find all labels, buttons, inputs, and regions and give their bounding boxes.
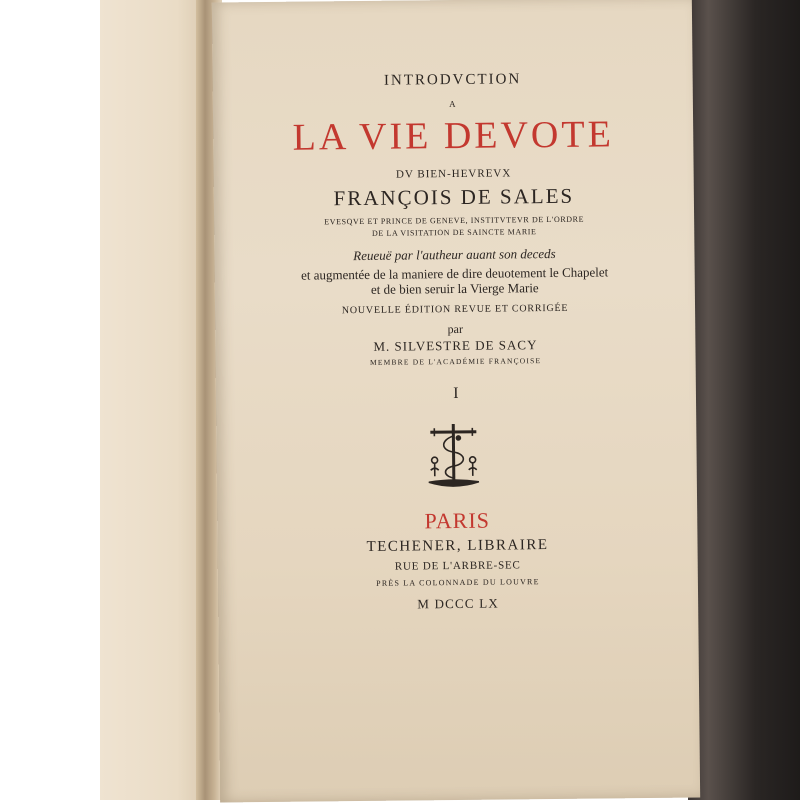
- editor-title: MEMBRE DE L'ACADÉMIE FRANÇOISE: [216, 354, 696, 368]
- author-name: FRANÇOIS DE SALES: [214, 182, 694, 212]
- city: PARIS: [217, 505, 697, 536]
- edition-note: NOUVELLE ÉDITION REVUE ET CORRIGÉE: [215, 301, 695, 317]
- left-facing-page: [100, 0, 210, 800]
- volume-number: I: [216, 382, 696, 405]
- editor-name: M. SILVESTRE DE SACY: [215, 335, 695, 356]
- publisher-street: RUE DE L'ARBRE-SEC: [218, 557, 698, 574]
- publisher: TECHENER, LIBRAIRE: [217, 535, 697, 557]
- introduction-heading: INTRODVCTION: [213, 70, 693, 92]
- book-title: LA VIE DEVOTE: [213, 112, 693, 161]
- publisher-location: PRÈS LA COLONNADE DU LOUVRE: [218, 575, 698, 589]
- printer-device-serpent-anchor-icon: [422, 420, 485, 495]
- du-line: DV BIEN-HEVREVX: [214, 165, 694, 182]
- publication-date: M DCCC LX: [218, 593, 698, 614]
- par-line: par: [215, 319, 695, 339]
- title-page: [212, 0, 700, 802]
- augmentation-line-2: et de bien seruir la Vierge Marie: [215, 278, 695, 299]
- preposition-a: A: [213, 97, 693, 112]
- author-title-line-1: EVESQVE ET PRINCE DE GENEVE, INSTITVTEVR DE L'ORDRE: [214, 213, 694, 227]
- book-cover-edge: [688, 0, 800, 800]
- author-title-line-2: DE LA VISITATION DE SAINCTE MARIE: [214, 225, 694, 239]
- augmentation-line-1: et augmentée de la maniere de dire deuotement le Chapelet: [215, 263, 695, 284]
- revision-note: Reueuë par l'autheur auant son deceds: [214, 244, 694, 265]
